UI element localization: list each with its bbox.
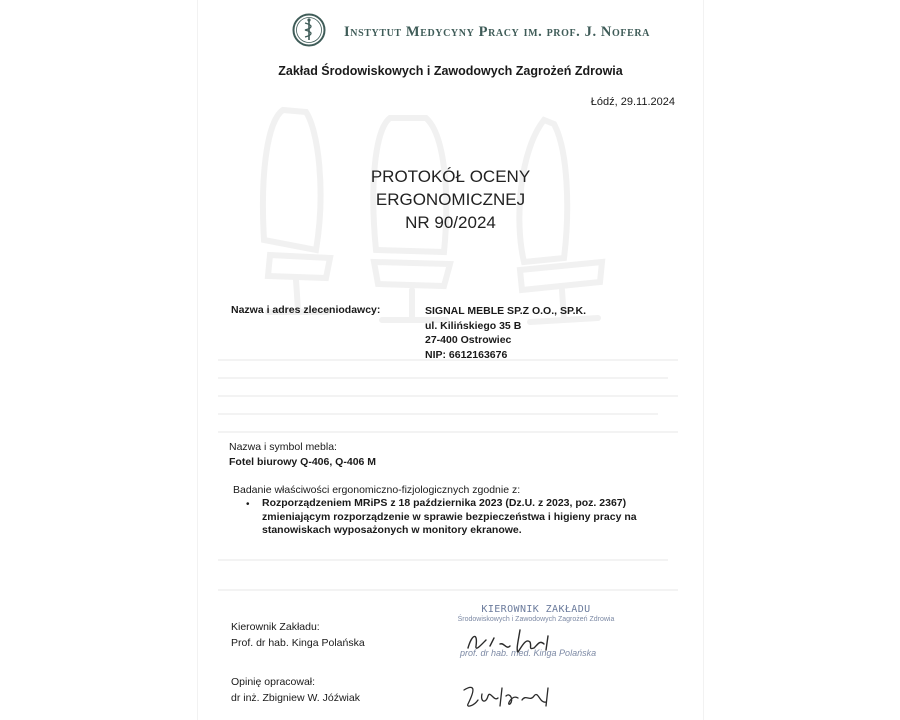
stamp-title: KIEROWNIK ZAKŁADU [481,604,591,615]
manager-label: Kierownik Zakładu: [231,621,320,633]
document-date: Łódź, 29.11.2024 [590,96,675,108]
stamp-subtitle: Środowiskowych i Zawodowych Zagrożeń Zdrowia [457,616,615,623]
author-signature-icon [460,680,560,712]
manager-signature-icon [460,624,580,658]
client-label: Nazwa i adres zleceniodawcy: [231,304,381,316]
institute-name: Instytut Medycyny Pracy im. prof. J. Nofera [344,24,651,40]
department-name: Zakład Środowiskowych i Zawodowych Zagrożeń Zdrowia [278,64,623,78]
manager-name: Prof. dr hab. Kinga Polańska [231,637,365,649]
prepared-by-name: dr inż. Zbigniew W. Jóźwiak [231,692,360,704]
client-name: SIGNAL MEBLE SP.Z O.O., SP.K. [425,305,587,317]
prepared-by-label: Opinię opracował: [231,676,316,688]
caduceus-seal-icon [292,13,326,47]
client-nip: NIP: 6612163676 [425,348,508,361]
client-address-block [425,304,586,362]
official-stamp [456,604,616,658]
furniture-value: Fotel biurowy Q-406, Q-406 M [229,456,377,468]
title-line-3: NR 90/2024 [405,213,496,232]
furniture-label: Nazwa i symbol mebla: [229,441,337,453]
bullet-icon: • [246,499,250,510]
title-line-1: PROTOKÓŁ OCENY [370,167,531,186]
client-street: ul. Kilińskiego 35 B [425,319,522,332]
document-title [198,165,703,234]
study-label: Badanie właściwości ergonomiczno-fizjologicznych zgodnie z: [233,484,521,496]
client-city: 27-400 Ostrowiec [425,334,512,346]
regulation-text: Rozporządzeniem MRiPS z 18 października 2023 (Dz.U. z 2023, poz. 2367) zmieniającym rozporządzenie w sprawie bezpieczeństwa i higieny pracy na stanowiskach wyposażonych w monitory ekranowe. [262,497,637,536]
title-line-2: ERGONOMICZNEJ [375,190,526,209]
stamp-name: prof. dr hab. med. Kinga Polańska [460,648,597,658]
document-page [198,0,703,720]
